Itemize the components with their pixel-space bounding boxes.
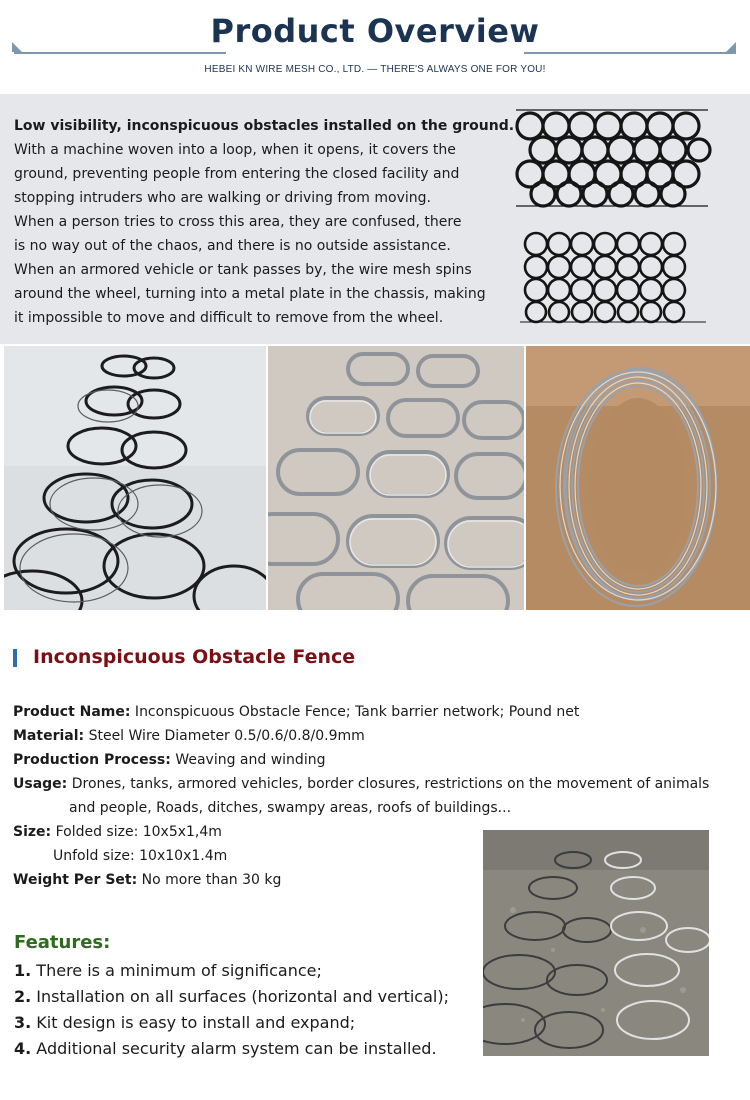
section-accent-bar [13,649,17,667]
page-title: Product Overview [210,12,540,50]
section-title: Inconspicuous Obstacle Fence [33,646,356,668]
feature-text: Installation on all surfaces (horizontal and vertical); [31,987,449,1006]
intro-line: When a person tries to cross this area, they are confused, there [14,214,462,230]
company-tagline: HEBEI KN WIRE MESH CO., LTD. — THERE'S ALWAYS ONE FOR YOU! [204,64,546,75]
spec-value: Weaving and winding [170,752,326,768]
spec-label: Production Process: [13,752,171,768]
header-rule-left [14,52,226,54]
feature-item [14,1036,474,1062]
spec-label: Size: [13,824,52,840]
intro-panel [0,94,750,344]
spec-usage [13,772,738,796]
feature-number: 4. [14,1039,32,1058]
intro-text [14,114,515,330]
spec-value: Drones, tanks, armored vehicles, border closures, restrictions on the movement of animals [67,776,710,792]
feature-item [14,958,474,984]
intro-line: When an armored vehicle or tank passes by, the wire mesh spins [14,262,472,278]
spec-value: Folded size: 10x5x1,4m [51,824,222,840]
features-list [14,958,474,1062]
spec-material [13,724,738,748]
intro-line: is no way out of the chaos, and there is no outside assistance. [14,238,451,254]
spec-value: Inconspicuous Obstacle Fence; Tank barrier network; Pound net [130,704,580,720]
spec-product-name [13,700,738,724]
mesh-diagram-grid [516,228,712,328]
spec-process [13,748,738,772]
feature-number: 2. [14,987,32,1006]
spec-size-cont: Unfold size: 10x10x1.4m [53,848,228,864]
page-header [0,0,750,90]
feature-number: 1. [14,961,32,980]
features-title: Features: [14,932,111,953]
feature-text: Additional security alarm system can be installed. [31,1039,437,1058]
header-rule-right-tick [726,42,736,52]
product-photo-strip [0,346,750,610]
feature-text: Kit design is easy to install and expand; [31,1013,356,1032]
intro-line: stopping intruders who are walking or driving from moving. [14,190,431,206]
spec-usage-cont: and people, Roads, ditches, swampy areas, roofs of buildings... [69,800,512,816]
intro-line: it impossible to move and difficult to remove from the wheel. [14,310,444,326]
spec-value: No more than 30 kg [137,872,282,888]
spec-label: Weight Per Set: [13,872,138,888]
intro-line: around the wheel, turning into a metal plate in the chassis, making [14,286,486,302]
spec-label: Material: [13,728,85,744]
feature-item [14,1010,474,1036]
spec-label: Usage: [13,776,68,792]
intro-line: ground, preventing people from entering the closed facility and [14,166,460,182]
photo-galvanized-wire-mesh [268,346,524,610]
feature-number: 3. [14,1013,32,1032]
spec-value: Steel Wire Diameter 0.5/0.6/0.8/0.9mm [84,728,365,744]
header-rule-right [524,52,736,54]
photo-wire-coil [526,346,750,610]
header-rule-left-tick [12,42,22,52]
photo-installed-mesh [483,830,709,1056]
spec-label: Product Name: [13,704,131,720]
intro-line: With a machine woven into a loop, when it opens, it covers the [14,142,456,158]
photo-black-wire-mesh [4,346,266,610]
feature-text: There is a minimum of significance; [31,961,322,980]
intro-lead: Low visibility, inconspicuous obstacles installed on the ground. [14,118,515,134]
feature-item [14,984,474,1010]
mesh-diagram-interlocked [512,106,712,210]
